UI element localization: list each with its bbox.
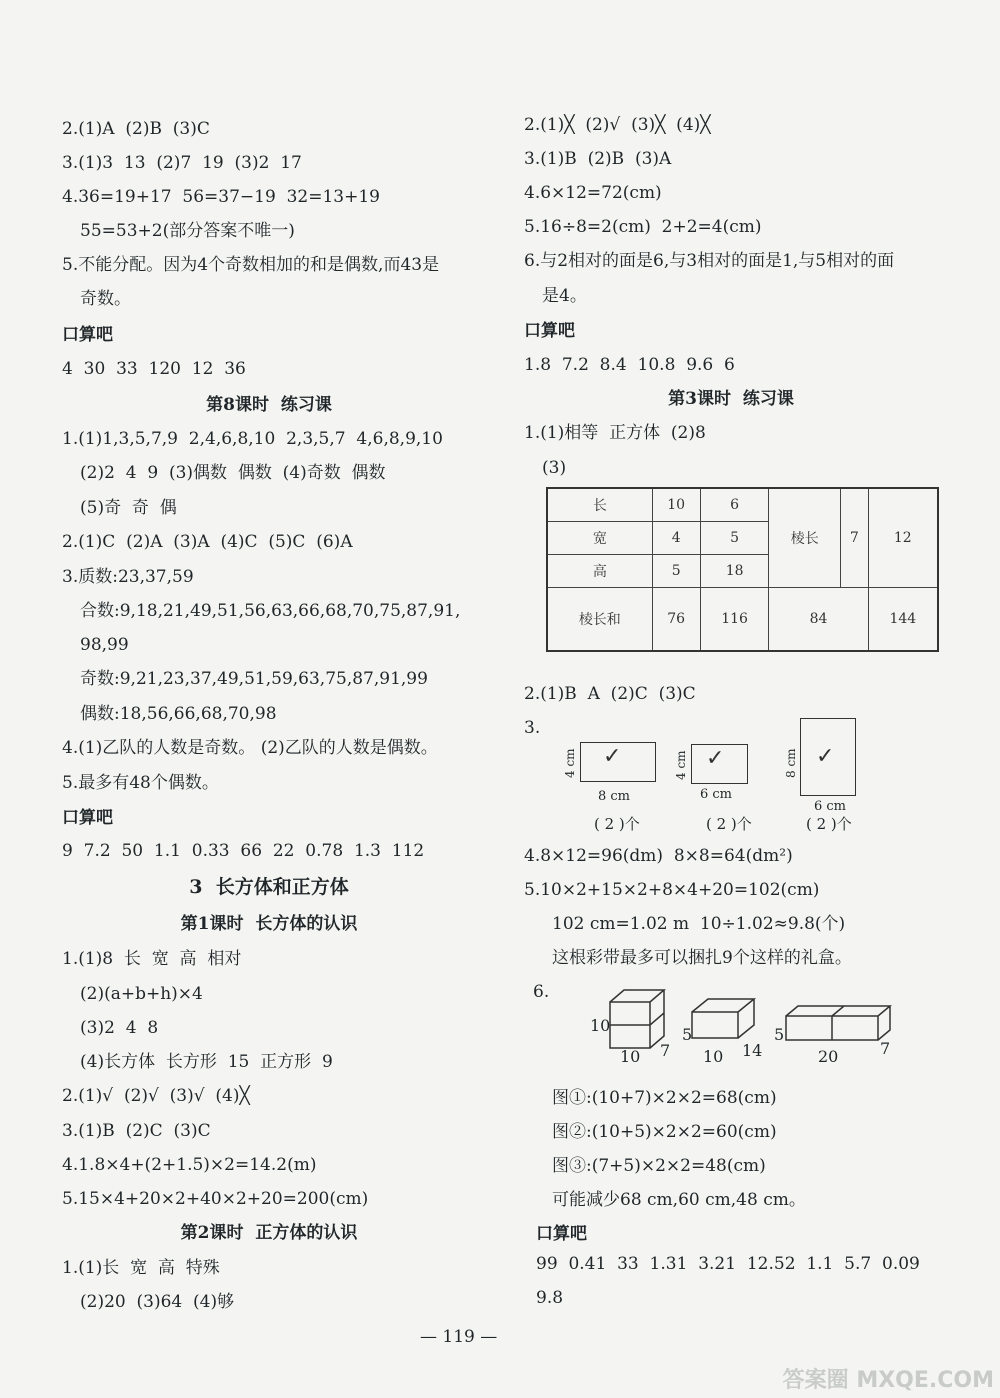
dimension-label: 14 [742,1041,763,1060]
dimension-label: 8 cm [784,748,798,778]
answer-line: 4.8×12=96(dm) 8×8=64(dm²) [524,846,793,866]
answer-line: 5.不能分配。因为4个奇数相加的和是偶数,而43是 [62,255,440,275]
page-number: — 119 — [420,1327,498,1347]
table-cell: 116 [700,587,769,651]
answer-line: 2.(1)╳ (2)√ (3)╳ (4)╳ [524,115,711,135]
answer-line: 2.(1)B A (2)C (3)C [524,684,696,704]
table-cell: 144 [868,587,938,651]
unit-title: 3 长方体和正方体 [189,876,349,898]
answer-line: (2)20 (3)64 (4)够 [80,1292,235,1312]
answer-line: (2)(a+b+h)×4 [80,984,203,1004]
table-cell: 5 [652,554,700,587]
check-icon: ✓ [603,744,622,769]
dimension-label: 5 [774,1025,785,1044]
table-cell: 12 [868,488,938,587]
answer-line: 5.10×2+15×2+8×4+20=102(cm) [524,880,820,900]
count-label: ( 2 )个 [806,815,852,833]
answer-line: 1.8 7.2 8.4 10.8 9.6 6 [524,355,735,375]
answer-line: (2)2 4 9 (3)偶数 偶数 (4)奇数 偶数 [80,463,386,483]
table-cell: 棱长和 [547,587,652,651]
lesson-title: 第8课时 练习课 [206,395,332,415]
answer-line: 102 cm=1.02 m 10÷1.02≈9.8(个) [552,914,846,934]
answer-line: 合数:9,18,21,49,51,56,63,66,68,70,75,87,91, [80,601,461,621]
answer-line: 6.与2相对的面是6,与3相对的面是1,与5相对的面 [524,251,895,271]
dimension-label: 6 cm [700,787,733,802]
answer-line: 55=53+2(部分答案不唯一) [80,221,295,241]
answer-line: 3. [524,718,541,738]
answer-line: 98,99 [80,635,129,655]
answer-line: 图①:(10+7)×2×2=68(cm) [552,1088,777,1108]
answer-line: 5.15×4+20×2+40×2+20=200(cm) [62,1189,369,1209]
answer-line: 2.(1)A (2)B (3)C [62,119,210,139]
table-cell: 10 [652,488,700,521]
answer-line: 9 7.2 50 1.1 0.33 66 22 0.78 1.3 112 [62,841,425,861]
lesson-title: 第2课时 正方体的认识 [180,1223,358,1243]
table-cell: 5 [700,521,769,554]
dimension-label: 8 cm [598,789,631,804]
dimension-label: 10 [703,1047,724,1066]
section-heading: 口算吧 [62,325,113,345]
answer-line: 2.(1)√ (2)√ (3)√ (4)╳ [62,1086,250,1106]
answer-line: 99 0.41 33 1.31 3.21 12.52 1.1 5.7 0.09 [536,1254,920,1274]
answer-line: 1.(1)8 长 宽 高 相对 [62,949,242,969]
dimension-label: 4 cm [563,748,577,778]
dimension-label: 5 [682,1025,693,1044]
answer-line: 4.1.8×4+(2+1.5)×2=14.2(m) [62,1155,317,1175]
dimension-label: 7 [880,1039,891,1058]
answer-line: 3.(1)B (2)B (3)A [524,149,672,169]
answer-line: 4.(1)乙队的人数是奇数。 (2)乙队的人数是偶数。 [62,738,438,758]
answer-line: (3)2 4 8 [80,1018,159,1038]
table-cell: 76 [652,587,700,651]
lesson-title: 第1课时 长方体的认识 [180,914,358,934]
answer-line: 6. [533,982,550,1002]
lesson-title: 第3课时 练习课 [668,389,794,409]
section-heading: 口算吧 [524,321,575,341]
answer-line: 3.(1)3 13 (2)7 19 (3)2 17 [62,153,302,173]
answer-line: 3.质数:23,37,59 [62,567,194,587]
table-cell: 18 [700,554,769,587]
table-cell: 高 [547,554,652,587]
answer-line: 3.(1)B (2)C (3)C [62,1121,211,1141]
table-cell: 4 [652,521,700,554]
dimension-label: 6 cm [814,799,847,814]
answer-line: 偶数:18,56,66,68,70,98 [80,704,277,724]
answer-line: (3) [542,458,567,478]
answer-line: 4 30 33 120 12 36 [62,359,246,379]
table-cell: 长 [547,488,652,521]
cuboid-table [546,487,939,652]
answer-line: 奇数。 [80,289,131,309]
answer-line: 可能减少68 cm,60 cm,48 cm。 [552,1190,806,1210]
dimension-label: 10 [620,1047,641,1066]
answer-line: 1.(1)1,3,5,7,9 2,4,6,8,10 2,3,5,7 4,6,8,9,10 [62,429,443,449]
answer-line: 这根彩带最多可以捆扎9个这样的礼盒。 [552,948,852,968]
answer-line: 2.(1)C (2)A (3)A (4)C (5)C (6)A [62,532,353,552]
answer-line: 9.8 [536,1288,564,1308]
count-label: ( 2 )个 [594,815,640,833]
answer-line: 奇数:9,21,23,37,49,51,59,63,75,87,91,99 [80,669,428,689]
dimension-label: 4 cm [674,750,688,780]
answer-line: 图③:(7+5)×2×2=48(cm) [552,1156,766,1176]
table-cell: 84 [769,587,868,651]
table-cell: 宽 [547,521,652,554]
table-cell: 棱长 [769,488,841,587]
answer-line: 4.6×12=72(cm) [524,183,662,203]
table-cell: 6 [700,488,769,521]
answer-line: 1.(1)相等 正方体 (2)8 [524,423,706,443]
answer-line: 4.36=19+17 56=37−19 32=13+19 [62,187,380,207]
table-cell: 7 [841,488,869,587]
section-heading: 口算吧 [536,1224,587,1244]
answer-line: 图②:(10+5)×2×2=60(cm) [552,1122,777,1142]
answer-line: 是4。 [542,286,587,306]
answer-line: 1.(1)长 宽 高 特殊 [62,1258,220,1278]
count-label: ( 2 )个 [706,815,752,833]
section-heading: 口算吧 [62,808,113,828]
check-icon: ✓ [706,746,725,771]
answer-line: 5.16÷8=2(cm) 2+2=4(cm) [524,217,762,237]
answer-line: (5)奇 奇 偶 [80,498,177,518]
dimension-label: 7 [660,1041,671,1060]
answer-line: 5.最多有48个偶数。 [62,773,219,793]
dimension-label: 10 [590,1016,611,1035]
watermark: 答案圈 MXQE.COM [782,1368,994,1393]
check-icon: ✓ [816,744,835,769]
dimension-label: 20 [818,1047,839,1066]
answer-line: (4)长方体 长方形 15 正方形 9 [80,1052,333,1072]
